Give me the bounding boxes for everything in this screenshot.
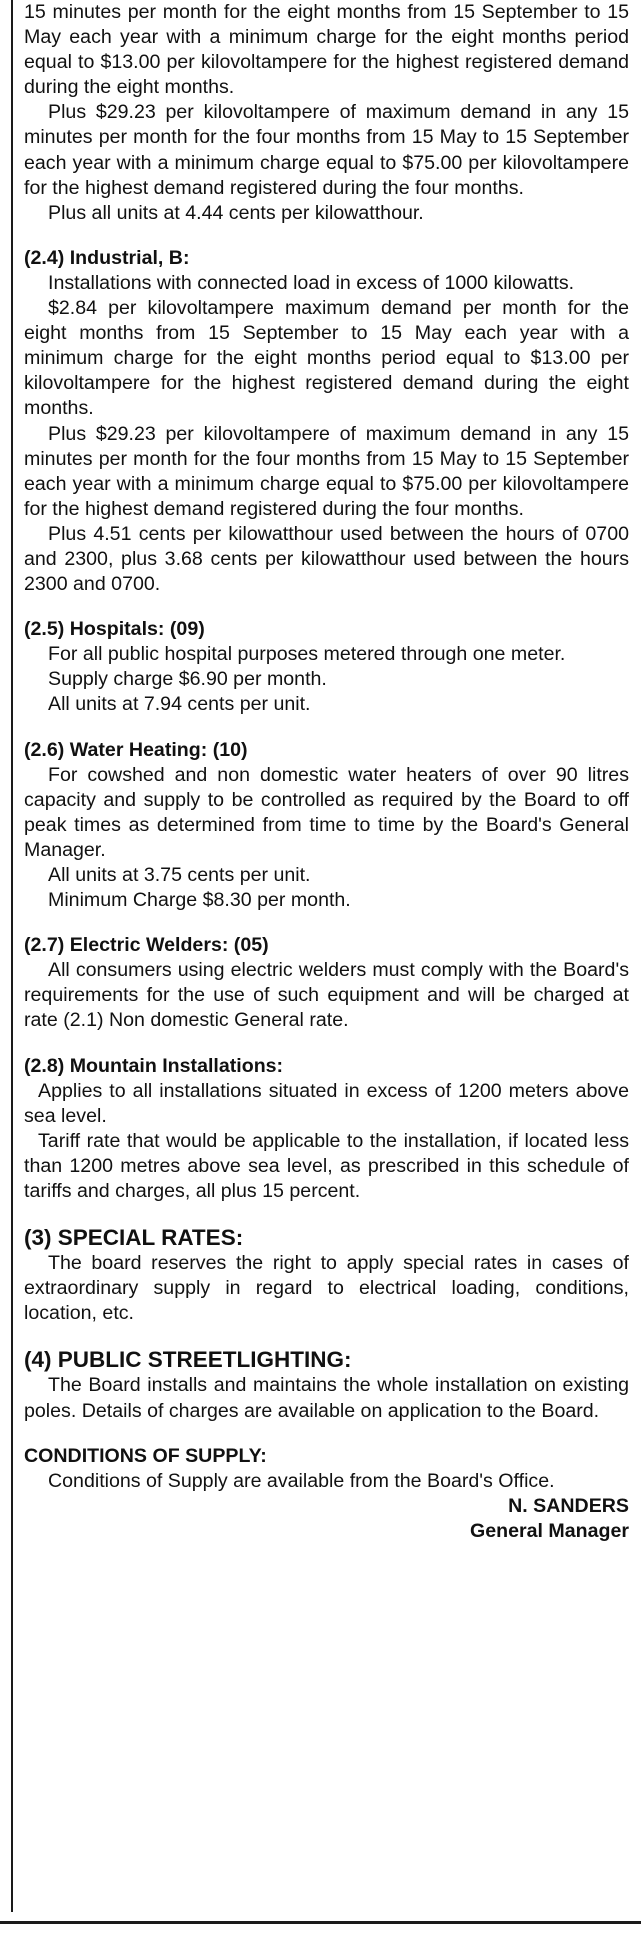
paragraph: Supply charge $6.90 per month. (48, 668, 327, 691)
paragraph: 15 minutes per month for the eight months from 15 September to 15 May each year with a minimum charge for the eight months period equal to $13.00 per kilovoltampere for the highest registered demand during the eight months. (24, 1, 629, 99)
paragraph: All units at 3.75 cents per unit. (48, 864, 311, 886)
tariff-schedule-text (24, 0, 629, 1544)
paragraph: Minimum Charge $8.30 per month. (48, 889, 351, 912)
paragraph: Plus $29.23 per kilovoltampere of maximum demand in any 15 minutes per month for the four months from 15 May to 15 September each year with a minimum charge equal to $75.00 per kilovoltampere for the highest demand registered during the four months. (24, 101, 629, 199)
paragraph: All units at 7.94 cents per unit. (48, 693, 311, 716)
paragraph: Plus $29.23 per kilovoltampere of maximum demand in any 15 minutes per month for the four months from 15 May to 15 September each year with a minimum charge equal to $75.00 per kilovoltampere for the highest demand registered during the four months. (24, 422, 629, 520)
section-heading: (2.4) Industrial, B: (24, 246, 190, 269)
paragraph: The Board installs and maintains the whole installation on existing poles. Details of charges are available on application to the Board. (24, 1374, 629, 1422)
signature-name: N. SANDERS (508, 1494, 629, 1517)
section-heading: (4) PUBLIC STREETLIGHTING: (24, 1347, 352, 1373)
signature-title: General Manager (470, 1519, 629, 1542)
bottom-rule (0, 1921, 641, 1924)
paragraph: All consumers using electric welders must comply with the Board's requirements for the use of such equipment and will be charged at rate (2.1) Non domestic General rate. (24, 959, 629, 1032)
section-heading: (2.5) Hospitals: (09) (24, 618, 205, 641)
left-margin-rule (11, 0, 13, 1912)
section-heading: CONDITIONS OF SUPPLY: (24, 1444, 267, 1467)
section-heading: (3) SPECIAL RATES: (24, 1225, 244, 1251)
section-heading: (2.8) Mountain Installations: (24, 1054, 284, 1077)
paragraph: The board reserves the right to apply special rates in cases of extraordinary supply in regard to electrical loading, conditions, location, etc. (24, 1252, 629, 1325)
paragraph: For all public hospital purposes metered through one meter. (48, 643, 566, 666)
paragraph: Installations with connected load in excess of 1000 kilowatts. (48, 271, 575, 294)
paragraph: For cowshed and non domestic water heaters of over 90 litres capacity and supply to be controlled as required by the Board to off peak times as determined from time to time by the Board's General Manager. (24, 763, 629, 861)
paragraph: Conditions of Supply are available from the Board's Office. (48, 1469, 555, 1492)
paragraph: Plus all units at 4.44 cents per kilowatthour. (48, 201, 424, 224)
section-heading: (2.6) Water Heating: (10) (24, 738, 248, 761)
paragraph: Plus 4.51 cents per kilowatthour used between the hours of 0700 and 2300, plus 3.68 cents per kilowatthour used between the hours 2300 and 0700. (24, 522, 629, 596)
paragraph: Applies to all installations situated in excess of 1200 meters above sea level. (24, 1079, 629, 1127)
paragraph: $2.84 per kilovoltampere maximum demand per month for the eight months from 15 September to 15 May each year with a minimum charge for the eight months period equal to $13.00 per kilovoltampere for the highest registered demand during the eight months. (24, 297, 629, 420)
section-heading: (2.7) Electric Welders: (05) (24, 934, 269, 957)
paragraph: Tariff rate that would be applicable to the installation, if located less than 1200 metres above sea level, as prescribed in this schedule of tariffs and charges, all plus 15 percent. (24, 1129, 629, 1203)
